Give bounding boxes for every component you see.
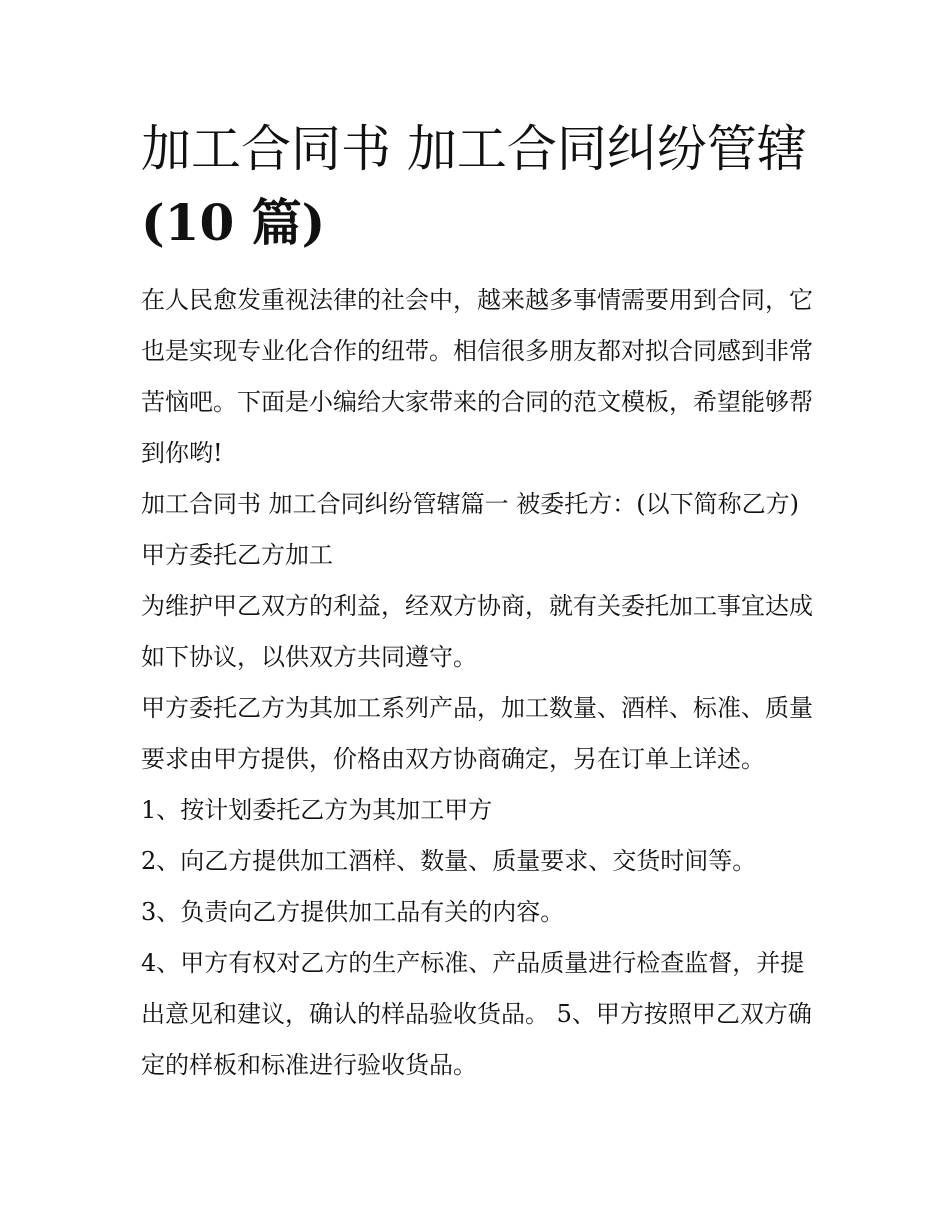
paragraph-item-4-5: 4、甲方有权对乙方的生产标准、产品质量进行检查监督，并提出意见和建议，确认的样品验收货品。 5、甲方按照甲乙双方确定的样板和标准进行验收货品。 bbox=[141, 949, 812, 1079]
document-title bbox=[141, 112, 813, 260]
document-body bbox=[141, 275, 813, 1091]
paragraph-item-2: 2、向乙方提供加工酒样、数量、质量要求、交货时间等。 bbox=[141, 847, 757, 875]
paragraph-item-3: 3、负责向乙方提供加工品有关的内容。 bbox=[141, 898, 565, 926]
paragraph-section-heading: 加工合同书 加工合同纠纷管辖篇一 被委托方：(以下简称乙方) 甲方委托乙方加工 bbox=[141, 490, 799, 569]
paragraph-intro: 在人民愈发重视法律的社会中，越来越多事情需要用到合同，它也是实现专业化合作的纽带。相信很多朋友都对拟合同感到非常苦恼吧。下面是小编给大家带来的合同的范文模板，希望能够帮到你哟! bbox=[141, 286, 813, 467]
paragraph-item-1: 1、按计划委托乙方为其加工甲方 bbox=[141, 796, 493, 824]
document-content bbox=[141, 112, 813, 1091]
paragraph-purpose: 为维护甲乙双方的利益，经双方协商，就有关委托加工事宜达成如下协议，以供双方共同遵守。 bbox=[141, 592, 813, 671]
title-suffix: (10 篇) bbox=[141, 193, 326, 252]
title-main: 加工合同书 加工合同纠纷管辖 bbox=[141, 120, 807, 178]
paragraph-scope: 甲方委托乙方为其加工系列产品，加工数量、酒样、标准、质量要求由甲方提供，价格由双方协商确定，另在订单上详述。 bbox=[141, 694, 813, 773]
